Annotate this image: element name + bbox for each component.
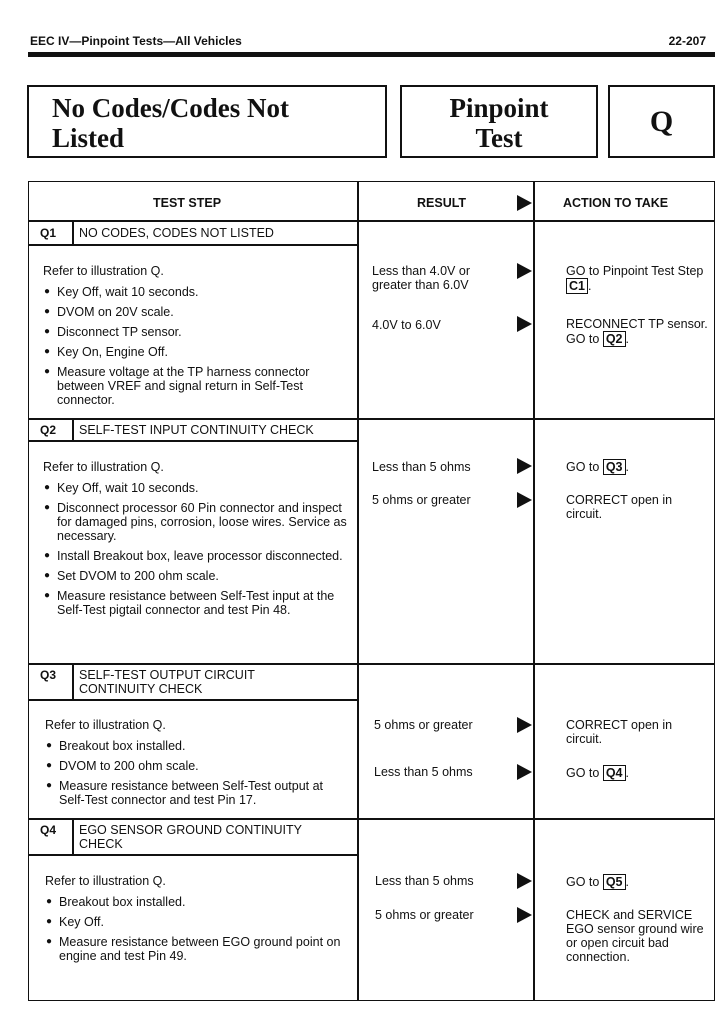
step-items [45,739,350,807]
step-id: Q1 [40,226,57,240]
list-item [45,759,350,773]
step-divider [29,818,714,820]
list-item-text: DVOM to 200 ohm scale. [59,759,199,773]
result-text: 5 ohms or greater [372,493,471,507]
step-title-divider [29,699,357,701]
step-procedure [43,264,348,413]
list-item-text: Disconnect TP sensor. [57,325,182,339]
bullet-icon: ● [44,570,51,581]
test-letter: Q [649,104,674,138]
action-text-part: GO to [566,875,603,889]
column-header-result: RESULT [417,196,467,210]
result-arrow-icon [517,458,532,474]
action-text [566,264,711,294]
header-row-divider [29,220,714,222]
list-item [43,589,348,617]
step-title [79,423,314,437]
list-item-text: DVOM on 20V scale. [57,305,174,319]
list-item-text: Key Off, wait 10 seconds. [57,481,199,495]
step-id: Q4 [40,823,57,837]
bullet-icon: ● [44,326,51,337]
step-title [79,668,255,696]
result-text: Less than 4.0V or greater than 6.0V [372,264,470,292]
list-item [45,779,350,807]
list-item-text: Breakout box installed. [59,739,186,753]
step-intro: Refer to illustration Q. [45,718,166,732]
step-divider [29,418,714,420]
result-text: Less than 5 ohms [374,765,473,779]
step-title [79,823,302,851]
test-title-box [27,85,387,158]
step-title-line: CONTINUITY CHECK [79,682,203,696]
step-reference: C1 [566,278,588,294]
list-item-text: Key Off, wait 10 seconds. [57,285,199,299]
list-item [43,305,348,319]
result-text: 5 ohms or greater [375,908,474,922]
bullet-icon: ● [46,740,53,751]
pinpoint-label-line-1: Pinpoint [449,93,549,123]
action-text [566,459,711,475]
action-text-part: . [625,332,629,346]
action-text-part: CORRECT open in circuit. [566,718,673,746]
list-item [43,549,348,563]
step-title-divider [29,854,357,856]
pinpoint-test-box [400,85,598,158]
action-text [566,718,696,746]
action-text-part: . [625,766,629,780]
list-item [43,569,348,583]
list-item [43,501,348,543]
step-procedure [45,718,350,813]
step-intro: Refer to illustration Q. [43,460,164,474]
step-id-divider [72,418,74,440]
action-text-part: RECONNECT TP sensor. GO to [566,317,708,346]
bullet-icon: ● [44,502,51,513]
step-id-divider [72,818,74,854]
action-text-part: . [625,875,629,889]
step-title-line: SELF-TEST INPUT CONTINUITY CHECK [79,423,314,437]
column-divider [533,182,535,1000]
step-title [79,226,274,240]
test-table [28,181,715,1001]
list-item [45,739,350,753]
step-title-line: EGO SENSOR GROUND CONTINUITY [79,823,302,837]
list-item-text: Key Off. [59,915,104,929]
list-item [43,325,348,339]
action-text-part: GO to [566,766,603,780]
page-number: 22-207 [668,34,706,48]
pinpoint-label-line-2: Test [475,123,523,153]
test-title-line-1: No Codes/Codes Not [52,93,290,123]
step-id: Q2 [40,423,57,437]
step-items [43,285,348,407]
result-text: Less than 5 ohms [375,874,474,888]
step-title-line: CHECK [79,837,123,851]
list-item [45,935,350,963]
result-arrow-icon [517,764,532,780]
header-rule [28,52,715,57]
list-item [45,895,350,909]
bullet-icon: ● [46,936,53,947]
action-text-part: . [587,279,592,293]
test-title-line-2: Listed [52,123,125,153]
bullet-icon: ● [46,760,53,771]
result-arrow-icon [517,195,532,211]
step-reference: Q4 [603,765,626,781]
step-id-divider [72,220,74,244]
test-letter-box [608,85,715,158]
bullet-icon: ● [44,482,51,493]
running-header-title: EEC IV—Pinpoint Tests—All Vehicles [30,34,242,48]
list-item-text: Measure resistance between Self-Test input at the Self-Test pigtail connector and test Pin 48. [57,589,335,617]
column-header-action: ACTION TO TAKE [563,196,669,210]
action-text [566,765,711,781]
list-item [43,481,348,495]
action-text-part: CORRECT open in circuit. [566,493,673,521]
action-text-part: GO to [566,460,603,474]
list-item-text: Measure resistance between Self-Test output at Self-Test connector and test Pin 17. [59,779,324,807]
step-procedure [45,874,350,969]
result-arrow-icon [517,263,532,279]
step-items [43,481,348,617]
action-text [566,874,711,890]
result-text: 4.0V to 6.0V [372,318,441,332]
list-item [43,345,348,359]
result-arrow-icon [517,907,532,923]
result-arrow-icon [517,717,532,733]
step-reference: Q2 [603,331,626,347]
list-item [43,365,348,407]
step-intro: Refer to illustration Q. [43,264,164,278]
list-item-text: Measure voltage at the TP harness connector between VREF and signal return in Self-Test connector. [57,365,310,407]
result-arrow-icon [517,492,532,508]
bullet-icon: ● [44,306,51,317]
step-reference: Q5 [603,874,626,890]
list-item-text: Install Breakout box, leave processor disconnected. [57,549,343,563]
step-items [45,895,350,963]
action-text [566,317,711,347]
step-procedure [43,460,348,623]
result-arrow-icon [517,873,532,889]
list-item-text: Set DVOM to 200 ohm scale. [57,569,219,583]
step-title-line: NO CODES, CODES NOT LISTED [79,226,274,240]
bullet-icon: ● [46,780,53,791]
result-text: Less than 5 ohms [372,460,471,474]
step-title-divider [29,440,357,442]
list-item-text: Key On, Engine Off. [57,345,168,359]
action-text [566,493,696,521]
column-header-test-step: TEST STEP [153,196,222,210]
step-title-divider [29,244,357,246]
action-text [566,908,706,964]
bullet-icon: ● [44,366,51,377]
result-arrow-icon [517,316,532,332]
step-divider [29,663,714,665]
action-text-part: . [625,460,629,474]
step-id: Q3 [40,668,57,682]
list-item [43,285,348,299]
bullet-icon: ● [44,590,51,601]
step-id-divider [72,663,74,699]
list-item-text: Disconnect processor 60 Pin connector and inspect for damaged pins, corrosion, loose wires. Service as necessary. [57,501,347,543]
bullet-icon: ● [44,346,51,357]
column-divider [357,182,359,1000]
action-text-part: GO to Pinpoint Test Step [566,264,704,278]
bullet-icon: ● [44,550,51,561]
action-text-part: CHECK and SERVICE EGO sensor ground wire or open circuit bad connection. [566,908,704,964]
list-item-text: Breakout box installed. [59,895,186,909]
bullet-icon: ● [46,896,53,907]
list-item [45,915,350,929]
result-text: 5 ohms or greater [374,718,473,732]
bullet-icon: ● [44,286,51,297]
list-item-text: Measure resistance between EGO ground point on engine and test Pin 49. [59,935,341,963]
step-title-line: SELF-TEST OUTPUT CIRCUIT [79,668,255,682]
step-intro: Refer to illustration Q. [45,874,166,888]
step-reference: Q3 [603,459,626,475]
bullet-icon: ● [46,916,53,927]
